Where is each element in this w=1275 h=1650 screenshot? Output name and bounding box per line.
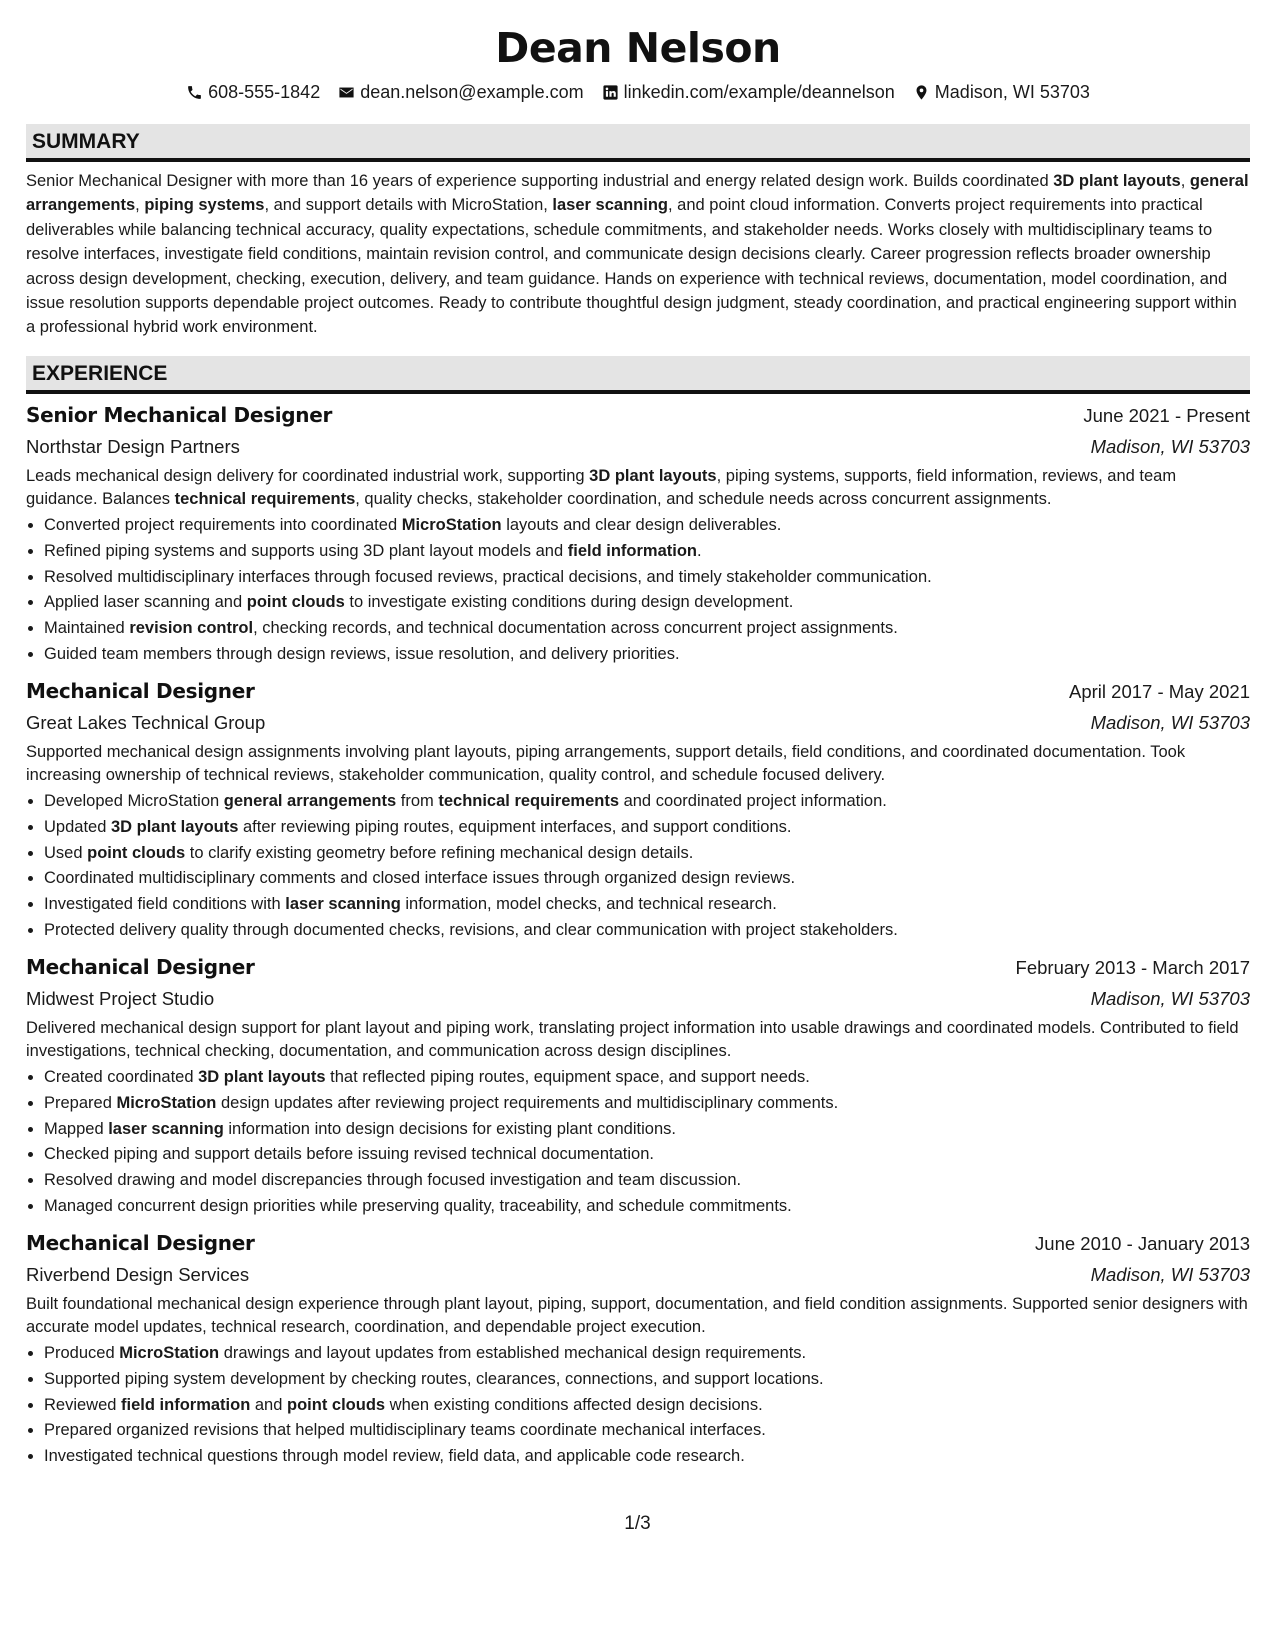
job-entry [26, 400, 1250, 668]
job-entry [26, 1228, 1250, 1470]
bullet-item [44, 1341, 1250, 1367]
text-run: Built foundational mechanical design experience through plant layout, piping, support, documentation, and field condition assignments. Supported senior designers with accurate model updates, technical research, coordination, and dependable project execution. [26, 1294, 1248, 1337]
job-dates: June 2010 - January 2013 [1035, 1232, 1250, 1254]
bullet-item [44, 513, 1250, 539]
text-run: and coordinated project information. [619, 792, 887, 810]
summary-text [26, 169, 1250, 340]
text-run: information, model checks, and technical research. [400, 895, 777, 914]
job-company-row [26, 983, 1250, 1014]
text-run: Supported piping system development by checking routes, clearances, connections, and support locations. [44, 1369, 824, 1388]
job-description [26, 1017, 1250, 1064]
text-run: Used [44, 843, 88, 862]
email-link[interactable]: dean.nelson@example.com [360, 82, 584, 102]
text-run: design updates after reviewing project requirements and multidisciplinary comments. [216, 1093, 839, 1112]
bullet-item [44, 642, 1250, 668]
job-description [26, 1293, 1250, 1340]
bullet-item [44, 616, 1250, 642]
text-run: Updated [44, 817, 111, 836]
bullet-item [44, 590, 1250, 616]
job-dates: April 2017 - May 2021 [1069, 680, 1250, 702]
keyword: 3D plant layouts [198, 1067, 326, 1086]
job-dates: June 2021 - Present [1083, 404, 1250, 426]
job-company: Midwest Project Studio [26, 987, 215, 1009]
job-description [26, 465, 1250, 512]
text-run: Delivered mechanical design support for plant layout and piping work, translating project information into usable drawings and coordinated models. Contributed to field investigations, technical checking, documentation, and communication across design disciplines. [26, 1018, 1239, 1061]
text-run: layouts and clear design deliverables. [501, 516, 782, 535]
keyword: technical requirements [174, 490, 356, 509]
keyword: 3D plant layouts [1053, 172, 1181, 190]
job-title: Mechanical Designer [26, 678, 255, 703]
text-run: Protected delivery quality through documented checks, revisions, and clear communication with project stakeholders. [44, 920, 898, 939]
job-bullets [26, 1065, 1250, 1220]
phone-text: 608-555-1842 [208, 82, 321, 102]
map-marker-icon [913, 84, 930, 101]
text-run: , and point cloud information. Converts project requirements into practical deliverables while balancing technical accuracy, quality expectations, schedule commitments, and stakeholder needs. Works closely with multidisciplinary teams to resolve interfaces, investigate field conditions, maintain revision control, and communicate design decisions clearly. Career progression reflects broader ownership across design development, checking, execution, delivery, and team guidance. Hands on experience with technical reviews, documentation, model coordination, and issue resolution supports dependable project outcomes. Ready to contribute thoughtful design judgment, steady coordination, and practical engineering support within a professional hybrid work environment. [26, 196, 1237, 337]
text-run: Supported mechanical design assignments involving plant layouts, piping arrangements, support details, field conditions, and coordinated documentation. Took increasing ownership of technical reviews, stakeholder communication, quality control, and schedule focused delivery. [26, 742, 1186, 785]
keyword: technical requirements [438, 792, 619, 810]
job-dates: February 2013 - March 2017 [1015, 956, 1250, 978]
text-run: Checked piping and support details before issuing revised technical documentation. [44, 1145, 654, 1164]
keyword: laser scanning [552, 196, 668, 215]
bullet-item [44, 1194, 1250, 1220]
job-company: Great Lakes Technical Group [26, 711, 266, 733]
envelope-icon [338, 84, 355, 101]
text-run: Investigated technical questions through model review, field data, and applicable code research. [44, 1447, 745, 1466]
experience-list [26, 400, 1250, 1470]
bullet-item [44, 565, 1250, 591]
text-run: to investigate existing conditions during design development. [344, 593, 794, 612]
text-run: and [250, 1395, 287, 1414]
job-company: Northstar Design Partners [26, 435, 240, 457]
job-description [26, 741, 1250, 788]
job-company-row [26, 1259, 1250, 1290]
contact-email[interactable] [338, 80, 583, 104]
text-run: Created coordinated [44, 1067, 199, 1086]
job-title: Mechanical Designer [26, 954, 255, 979]
keyword: general arrangements [223, 792, 397, 810]
text-run: Prepared organized revisions that helped multidisciplinary teams coordinate mechanical interfaces. [44, 1421, 766, 1440]
text-run: Resolved multidisciplinary interfaces through focused reviews, practical decisions, and timely stakeholder communication. [44, 567, 932, 586]
keyword: point clouds [246, 593, 345, 612]
text-run: from [396, 792, 439, 810]
text-run: Managed concurrent design priorities while preserving quality, traceability, and schedule commitments. [44, 1196, 792, 1215]
text-run: Converted project requirements into coordinated [44, 516, 402, 535]
job-entry [26, 952, 1250, 1220]
text-run: Prepared [44, 1093, 117, 1112]
contact-location [913, 80, 1090, 104]
text-run: after reviewing piping routes, equipment interfaces, and support conditions. [238, 817, 792, 836]
text-run: , piping systems, supports, field information, reviews, and team guidance. Balances [26, 466, 1177, 509]
job-entry [26, 676, 1250, 944]
phone-icon [186, 84, 203, 101]
keyword: field information [567, 541, 697, 560]
keyword: laser scanning [285, 895, 401, 914]
keyword: 3D plant layouts [110, 817, 239, 836]
job-location: Madison, WI 53703 [1090, 711, 1250, 733]
text-run: , checking records, and technical documentation across concurrent project assignments. [253, 619, 898, 638]
bullet-item [44, 841, 1250, 867]
keyword: piping systems [144, 196, 265, 215]
text-run: Investigated field conditions with [44, 895, 286, 914]
linkedin-link[interactable]: linkedin.com/example/deannelson [623, 82, 895, 102]
bullet-item [44, 539, 1250, 565]
keyword: MicroStation [119, 1343, 220, 1362]
text-run: Produced [44, 1343, 120, 1362]
bullet-item [44, 1142, 1250, 1168]
job-title-row [26, 952, 1250, 983]
job-bullets [26, 513, 1250, 668]
text-run: Developed MicroStation [44, 792, 224, 810]
text-run: , [1180, 172, 1190, 190]
linkedin-icon [602, 84, 619, 101]
text-run: . [696, 541, 702, 560]
bullet-item [44, 1065, 1250, 1091]
job-title-row [26, 1228, 1250, 1259]
job-company-row [26, 707, 1250, 738]
keyword: point clouds [287, 1395, 386, 1414]
bullet-item [44, 892, 1250, 918]
job-bullets [26, 789, 1250, 944]
contact-phone [186, 80, 320, 104]
job-title: Senior Mechanical Designer [26, 402, 333, 427]
bullet-item [44, 866, 1250, 892]
text-run: Resolved drawing and model discrepancies through focused investigation and team discussion. [44, 1171, 742, 1190]
text-run: that reflected piping routes, equipment space, and support needs. [325, 1067, 810, 1086]
keyword: point clouds [87, 843, 186, 862]
job-company: Riverbend Design Services [26, 1263, 250, 1285]
job-location: Madison, WI 53703 [1090, 435, 1250, 457]
job-title-row [26, 676, 1250, 707]
summary-heading: SUMMARY [26, 124, 1250, 162]
contact-linkedin[interactable] [602, 80, 895, 104]
page-number: 1/3 [624, 1513, 651, 1534]
text-run: Coordinated multidisciplinary comments and closed interface issues through organized design reviews. [44, 869, 796, 888]
text-run: Maintained [44, 619, 130, 638]
text-run: Applied laser scanning and [44, 593, 247, 612]
text-run: information into design decisions for existing plant conditions. [223, 1119, 676, 1138]
bullet-item [44, 1418, 1250, 1444]
keyword: field information [121, 1395, 251, 1414]
bullet-item [44, 1393, 1250, 1419]
text-run: , [135, 196, 145, 215]
bullet-item [44, 1091, 1250, 1117]
text-run: Leads mechanical design delivery for coordinated industrial work, supporting [26, 466, 590, 485]
text-run: Mapped [44, 1119, 109, 1138]
text-run: Senior Mechanical Designer with more than 16 years of experience supporting industrial and energy related design work. Builds coordinated [26, 172, 1054, 190]
bullet-item [44, 1168, 1250, 1194]
text-run: Reviewed [44, 1395, 122, 1414]
keyword: MicroStation [116, 1093, 217, 1112]
job-location: Madison, WI 53703 [1090, 987, 1250, 1009]
keyword: 3D plant layouts [589, 466, 717, 485]
bullet-item [44, 789, 1250, 815]
text-run: , and support details with MicroStation, [264, 196, 553, 215]
text-run: Refined piping systems and supports using 3D plant layout models and [44, 541, 568, 560]
text-run: , quality checks, stakeholder coordination, and schedule needs across concurrent assignments. [355, 490, 1052, 509]
keyword: general arrangements [26, 172, 1249, 215]
keyword: MicroStation [401, 516, 502, 535]
job-location: Madison, WI 53703 [1090, 1263, 1250, 1285]
job-company-row [26, 431, 1250, 462]
bullet-item [44, 1117, 1250, 1143]
job-bullets [26, 1341, 1250, 1470]
keyword: laser scanning [108, 1119, 224, 1138]
text-run: Guided team members through design reviews, issue resolution, and delivery priorities. [44, 645, 680, 664]
bullet-item [44, 1367, 1250, 1393]
location-text: Madison, WI 53703 [934, 82, 1090, 102]
bullet-item [44, 1444, 1250, 1470]
keyword: revision control [129, 619, 254, 638]
text-run: when existing conditions affected design decisions. [385, 1395, 763, 1414]
candidate-name: Dean Nelson [495, 24, 781, 72]
text-run: drawings and layout updates from established mechanical design requirements. [219, 1343, 807, 1362]
text-run: to clarify existing geometry before refining mechanical design details. [185, 843, 694, 862]
job-title: Mechanical Designer [26, 1230, 255, 1255]
experience-heading: EXPERIENCE [26, 356, 1250, 394]
contact-bar [26, 80, 1250, 104]
job-title-row [26, 400, 1250, 431]
bullet-item [44, 918, 1250, 944]
bullet-item [44, 815, 1250, 841]
